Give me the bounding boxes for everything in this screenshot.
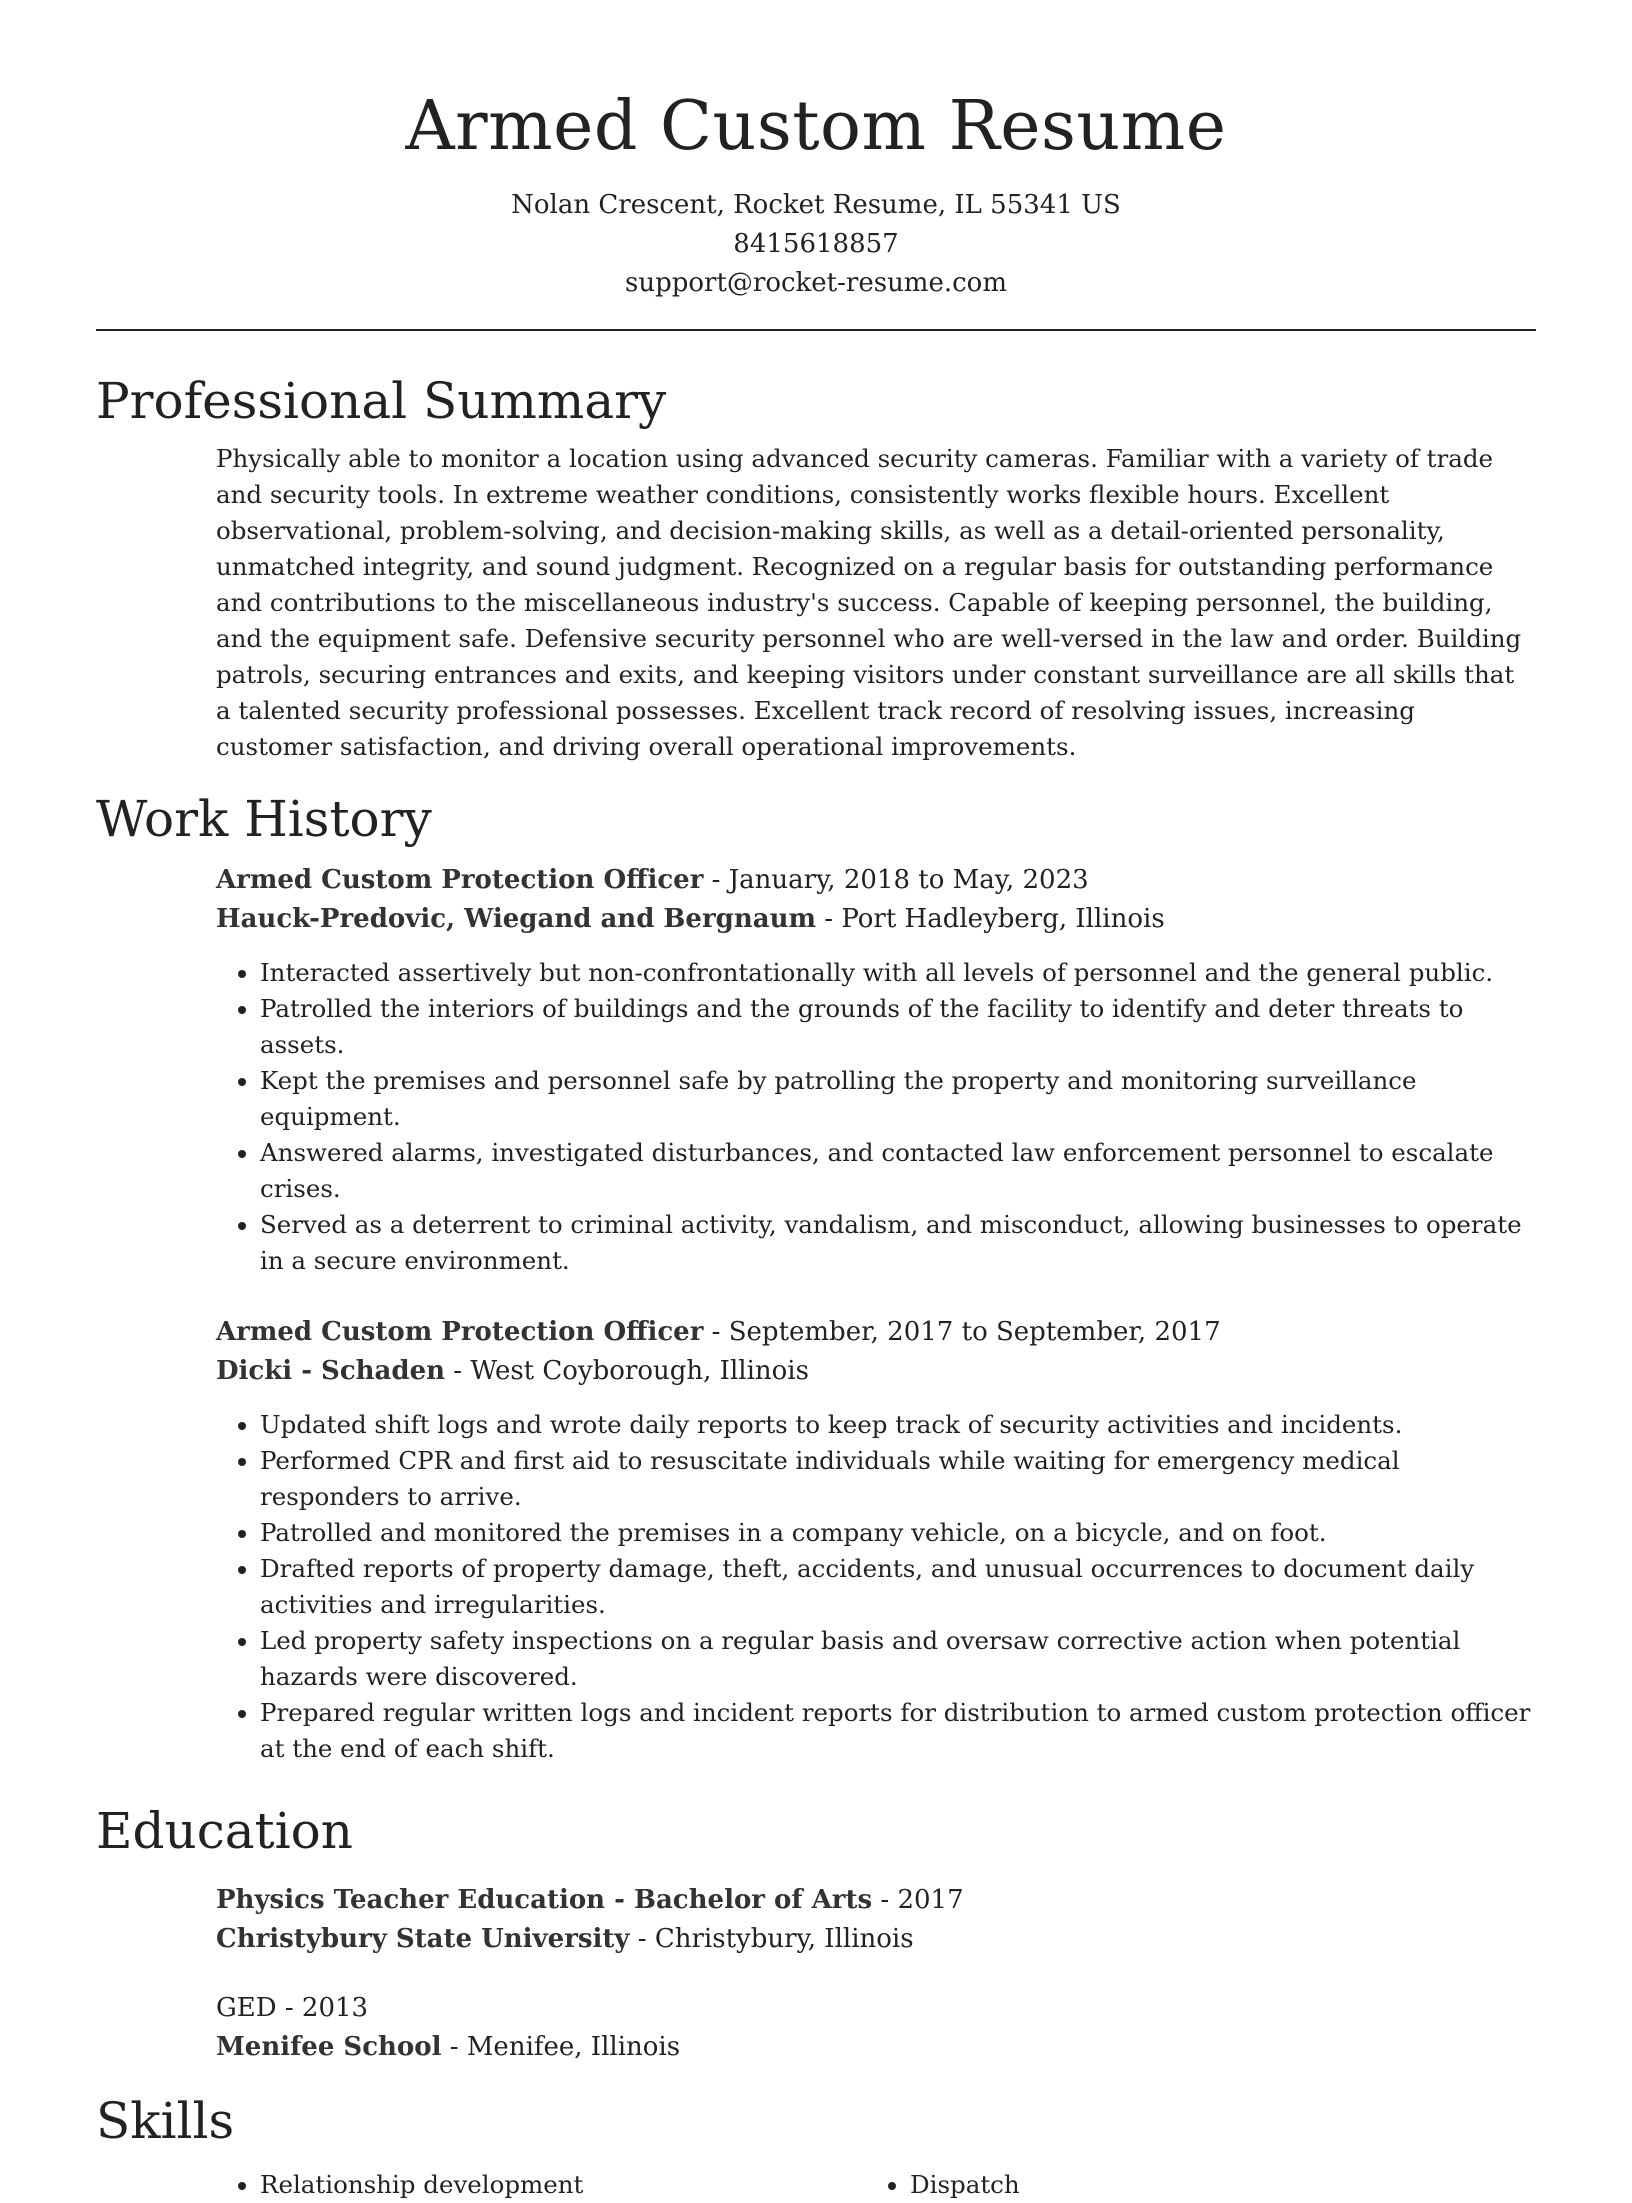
job-company-line — [216, 900, 1536, 939]
list-item: • Patrolled and monitored the premises in a company vehicle, on a bicycle, and on foot. — [260, 1515, 1536, 1551]
job-dates: - September, 2017 to September, 2017 — [703, 1317, 1221, 1347]
contact-phone: 8415618857 — [733, 229, 899, 259]
section-title-work-history: Work History — [96, 790, 432, 848]
education-school: Menifee School — [216, 2032, 442, 2062]
skills-grid — [216, 2167, 1536, 2203]
list-item: • Updated shift logs and wrote daily reports to keep track of security activities and incidents. — [260, 1407, 1536, 1443]
resume-header — [96, 0, 1536, 303]
education-school: Christybury State University — [216, 1924, 630, 1954]
job-duties — [216, 1407, 1536, 1767]
job-entry — [216, 861, 1536, 1279]
education-entry — [216, 1881, 1536, 1959]
job-company: Hauck-Predovic, Wiegand and Bergnaum — [216, 904, 816, 934]
education-degree-line — [216, 1989, 1536, 2028]
header-divider — [96, 329, 1536, 331]
skills-section — [216, 2167, 1536, 2203]
list-item: • Served as a deterrent to criminal activity, vandalism, and misconduct, allowing businesses to operate in a secure environment. — [260, 1207, 1536, 1279]
job-role-line — [216, 861, 1536, 900]
list-item: • Led property safety inspections on a regular basis and oversaw corrective action when potential hazards were discovered. — [260, 1623, 1536, 1695]
education-location: - Christybury, Illinois — [629, 1924, 914, 1954]
education-year: - 2013 — [276, 1993, 369, 2023]
skills-column-left — [216, 2167, 866, 2203]
section-title-education: Education — [96, 1802, 353, 1860]
section-title-skills: Skills — [96, 2092, 235, 2150]
resume-page — [96, 0, 1536, 2203]
job-role: Armed Custom Protection Officer — [216, 1317, 704, 1347]
contact-email: support@rocket-resume.com — [624, 268, 1007, 298]
job-company-line — [216, 1352, 1536, 1391]
job-entry — [216, 1313, 1536, 1767]
job-duties — [216, 955, 1536, 1279]
list-item: • Kept the premises and personnel safe by patrolling the property and monitoring surveillance equipment. — [260, 1063, 1536, 1135]
education-degree: Physics Teacher Education - Bachelor of Arts — [216, 1885, 873, 1915]
contact-address: Nolan Crescent, Rocket Resume, IL 55341 US — [511, 190, 1121, 220]
education-entry — [216, 1989, 1536, 2067]
resume-name: Armed Custom Resume — [405, 87, 1227, 166]
job-location: - Port Hadleyberg, Illinois — [816, 904, 1165, 934]
education-location: - Menifee, Illinois — [441, 2032, 681, 2062]
summary-text: Physically able to monitor a location using advanced security cameras. Familiar with a variety of trade and security tools. In extreme weather conditions, consistently works flexible hours. Excellent observational, problem-solving, and decision-making skills, as well as a detail-oriented personality, unmatched integrity, and sound judgment. Recognized on a regular basis for outstanding performance and contributions to the miscellaneous industry's success. Capable of keeping personnel, the building, and the equipment safe. Defensive security personnel who are well-versed in the law and order. Building patrols, securing entrances and exits, and keeping visitors under constant surveillance are all skills that a talented security professional possesses. Excellent track record of resolving issues, increasing customer satisfaction, and driving overall operational improvements. — [216, 444, 1522, 761]
list-item: • Interacted assertively but non-confrontationally with all levels of personnel and the general public. — [260, 955, 1536, 991]
skill-item: • Dispatch — [910, 2167, 1516, 2203]
job-location: - West Coyborough, Illinois — [445, 1356, 809, 1386]
list-item: • Performed CPR and first aid to resuscitate individuals while waiting for emergency medical responders to arrive. — [260, 1443, 1536, 1515]
work-history-list — [216, 861, 1536, 1767]
list-item: • Answered alarms, investigated disturbances, and contacted law enforcement personnel to escalate crises. — [260, 1135, 1536, 1207]
job-role: Armed Custom Protection Officer — [216, 865, 704, 895]
job-dates: - January, 2018 to May, 2023 — [703, 865, 1089, 895]
education-degree: GED — [216, 1993, 277, 2023]
list-item: • Drafted reports of property damage, theft, accidents, and unusual occurrences to document daily activities and irregularities. — [260, 1551, 1536, 1623]
skills-column-right — [866, 2167, 1516, 2203]
section-title-summary: Professional Summary — [96, 372, 667, 430]
job-company: Dicki - Schaden — [216, 1356, 446, 1386]
education-degree-line — [216, 1881, 1536, 1920]
list-item: • Prepared regular written logs and incident reports for distribution to armed custom protection officer at the end of each shift. — [260, 1695, 1536, 1767]
contact-info — [96, 186, 1536, 303]
education-year: - 2017 — [872, 1885, 964, 1915]
education-list — [216, 1881, 1536, 2067]
job-role-line — [216, 1313, 1536, 1352]
skill-item: • Relationship development — [260, 2167, 866, 2203]
education-school-line — [216, 1920, 1536, 1959]
list-item: • Patrolled the interiors of buildings and the grounds of the facility to identify and deter threats to assets. — [260, 991, 1536, 1063]
education-school-line — [216, 2028, 1536, 2067]
